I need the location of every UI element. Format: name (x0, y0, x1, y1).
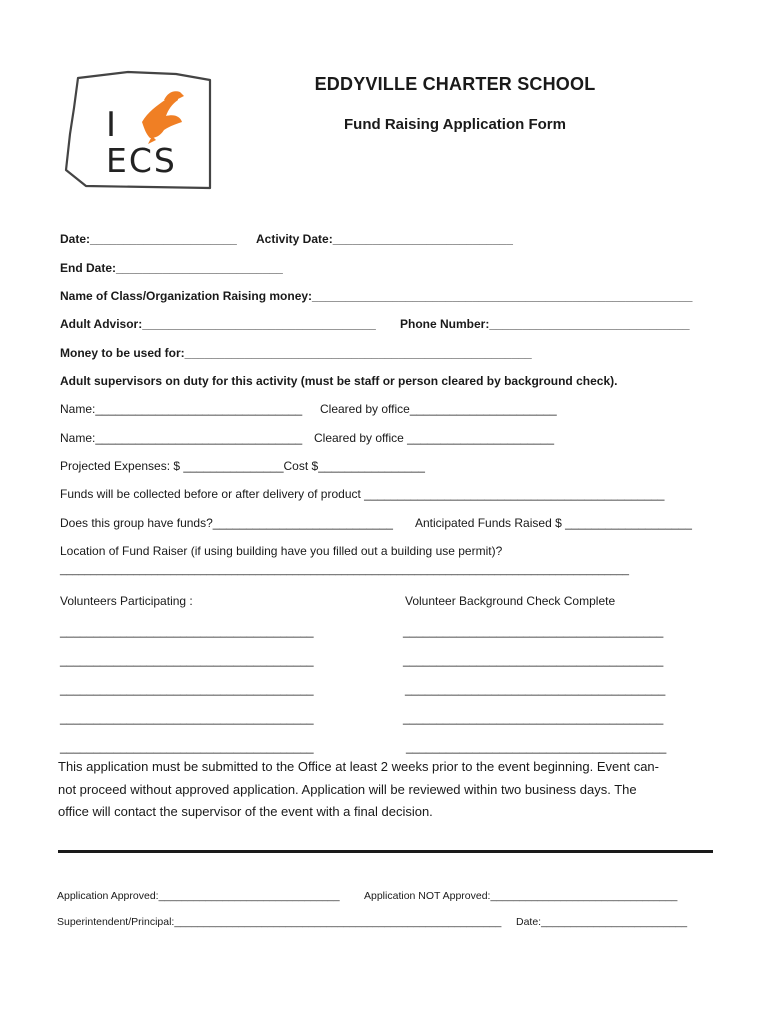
background-check-line[interactable]: _______________________________________ (405, 682, 666, 696)
divider (58, 850, 713, 853)
date-field[interactable]: Date:______________________ (60, 232, 237, 246)
background-check-label: Volunteer Background Check Complete (405, 594, 616, 608)
background-check-line[interactable]: _______________________________________ (403, 711, 664, 725)
notice-line: office will contact the supervisor of the event with a final decision. (58, 804, 433, 819)
volunteer-line[interactable]: ______________________________________ (60, 682, 314, 696)
location-question: Location of Fund Raiser (if using building have you filled out a building use permit)? (60, 544, 503, 558)
background-check-line[interactable]: _______________________________________ (406, 740, 667, 754)
application-not-approved-field[interactable]: Application NOT Approved:________________________________ (364, 890, 678, 902)
background-check-line[interactable]: _______________________________________ (403, 653, 664, 667)
superintendent-signature-field[interactable]: Superintendent/Principal:________________________________________________________ (57, 916, 502, 928)
background-check-line[interactable]: _______________________________________ (403, 624, 664, 638)
svg-text:I: I (106, 105, 117, 145)
cleared-by-office-1-field[interactable]: Cleared by office______________________ (320, 402, 557, 416)
group-funds-field[interactable]: Does this group have funds?___________________________ (60, 516, 393, 530)
cleared-by-office-2-field[interactable]: Cleared by office ______________________ (314, 431, 554, 445)
anticipated-funds-field[interactable]: Anticipated Funds Raised $ ___________________ (415, 516, 692, 530)
supervisors-heading: Adult supervisors on duty for this activity (must be staff or person cleared by background check). (60, 374, 618, 388)
volunteers-label: Volunteers Participating : (60, 594, 193, 608)
adult-advisor-field[interactable]: Adult Advisor:___________________________________ (60, 317, 376, 331)
activity-date-field[interactable]: Activity Date:___________________________ (256, 232, 513, 246)
location-answer-line[interactable]: _____________________________________________________________________________________________ (60, 564, 629, 576)
supervisor-name-2-field[interactable]: Name:_______________________________ (60, 431, 303, 445)
volunteer-line[interactable]: ______________________________________ (60, 711, 314, 725)
page-title: EDDYVILLE CHARTER SCHOOL (314, 74, 596, 94)
submission-notice (58, 756, 718, 824)
volunteer-line[interactable]: ______________________________________ (60, 740, 314, 754)
approval-date-field[interactable]: Date:_________________________ (516, 916, 688, 928)
class-organization-field[interactable]: Name of Class/Organization Raising money:_________________________________________________________ (60, 289, 693, 303)
money-used-for-field[interactable]: Money to be used for:____________________________________________________ (60, 346, 532, 360)
school-logo (64, 70, 214, 192)
notice-line: not proceed without approved application. Application will be reviewed within two business days. The (58, 781, 637, 797)
funds-collected-field[interactable]: Funds will be collected before or after delivery of product _____________________________________________ (60, 487, 665, 501)
form-subtitle: Fund Raising Application Form (344, 116, 566, 133)
svg-text:ECS: ECS (106, 141, 177, 180)
end-date-field[interactable]: End Date:_________________________ (60, 261, 283, 275)
application-approved-field[interactable]: Application Approved:_______________________________ (57, 890, 340, 902)
volunteer-line[interactable]: ______________________________________ (60, 624, 314, 638)
projected-expenses-field[interactable]: Projected Expenses: $ _______________Cost $________________ (60, 459, 425, 473)
volunteer-line[interactable]: ______________________________________ (60, 653, 314, 667)
notice-line: This application must be submitted to the Office at least 2 weeks prior to the event beginning. Event can- (58, 759, 659, 774)
eagle-icon (142, 91, 184, 144)
supervisor-name-1-field[interactable]: Name:_______________________________ (60, 402, 303, 416)
phone-number-field[interactable]: Phone Number:______________________________ (400, 317, 690, 331)
